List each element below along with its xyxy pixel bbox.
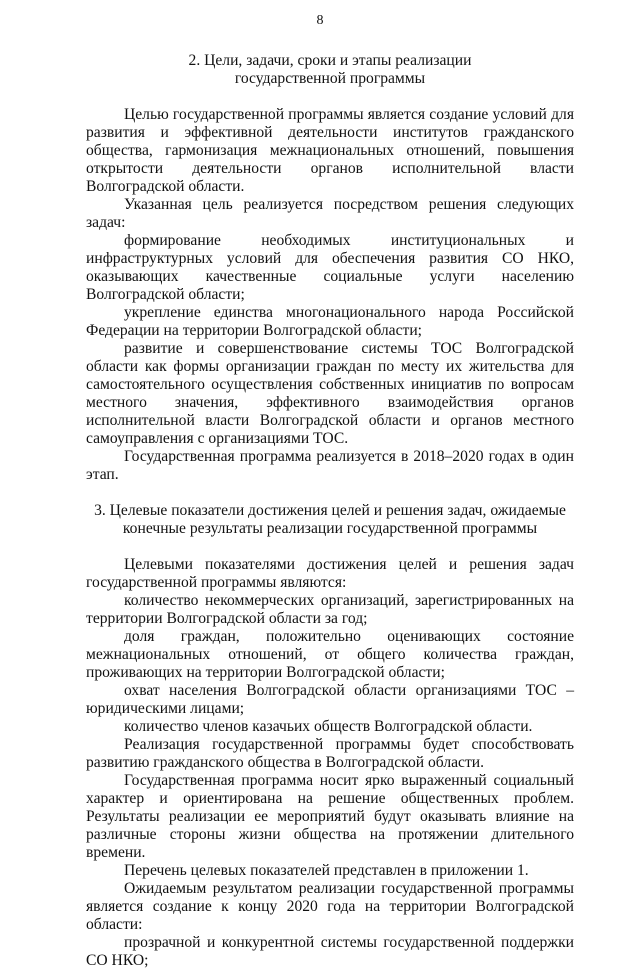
section-3-paragraph: прозрачной и конкурентной системы государственной поддержки СО НКО; <box>86 934 574 969</box>
section-3-paragraph: Ожидаемым результатом реализации государственной программы является создание к концу 2020 года на территории Волгоградской области: <box>86 880 574 933</box>
section-3-paragraph: охват населения Волгоградской области организациями ТОС – юридическими лицами; <box>86 682 574 717</box>
section-2-paragraph: формирование необходимых институциональных и инфраструктурных условий для обеспечения развития СО НКО, оказывающих качественные социальные услуги населению Волгоградской области; <box>86 232 574 303</box>
section-2-paragraph: развитие и совершенствование системы ТОС Волгоградской области как формы организации граждан по месту их жительства для самостоятельного осуществления собственных инициатив по вопросам местного значения, эффективного взаимодействия органов исполнительной власти Волгоградской области и органов местного самоуправления с организациями ТОС. <box>86 340 574 447</box>
section-2-body <box>86 106 574 484</box>
page-number: 8 <box>316 13 324 28</box>
section-3-paragraph: Целевыми показателями достижения целей и решения задач государственной программы являются: <box>86 556 574 591</box>
section-3-heading-line-2: конечные результаты реализации государственной программы <box>122 520 538 537</box>
section-3-paragraph: количество некоммерческих организаций, зарегистрированных на территории Волгоградской области за год; <box>86 592 574 627</box>
section-2-paragraph: Указанная цель реализуется посредством решения следующих задач: <box>86 196 574 231</box>
section-3-paragraph: доля граждан, положительно оценивающих состояние межнациональных отношений, от общего количества граждан, проживающих на территории Волгоградской области; <box>86 628 574 681</box>
section-2-paragraph: Государственная программа реализуется в 2018–2020 годах в один этап. <box>86 448 574 483</box>
section-2-heading-line-1: 2. Цели, задачи, сроки и этапы реализации <box>188 52 472 69</box>
section-3-paragraph: Государственная программа носит ярко выраженный социальный характер и ориентирована на решение общественных проблем. Результаты реализации ее мероприятий будут оказывать влияние на различные стороны жизни общества на протяжении длительного времени. <box>86 772 574 861</box>
section-3-heading-line-1: 3. Целевые показатели достижения целей и решения задач, ожидаемые <box>94 502 566 519</box>
section-2-paragraph: Целью государственной программы является создание условий для развития и эффективной деятельности институтов гражданского общества, гармонизация межнациональных отношений, повышения открытости деятельности органов исполнительной власти Волгоградской области. <box>86 106 574 195</box>
section-3-paragraph: Перечень целевых показателей представлен в приложении 1. <box>124 862 529 879</box>
section-2-heading-line-2: государственной программы <box>234 70 426 87</box>
section-2-heading <box>86 52 574 88</box>
section-3-heading <box>86 502 574 538</box>
document-body <box>86 52 574 970</box>
section-3-paragraph: Реализация государственной программы будет способствовать развитию гражданского общества в Волгоградской области. <box>86 736 574 771</box>
section-3-body <box>86 556 574 970</box>
section-3-paragraph: количество членов казачьих обществ Волгоградской области. <box>124 718 533 735</box>
section-2-paragraph: укрепление единства многонационального народа Российской Федерации на территории Волгоградской области; <box>86 304 574 339</box>
